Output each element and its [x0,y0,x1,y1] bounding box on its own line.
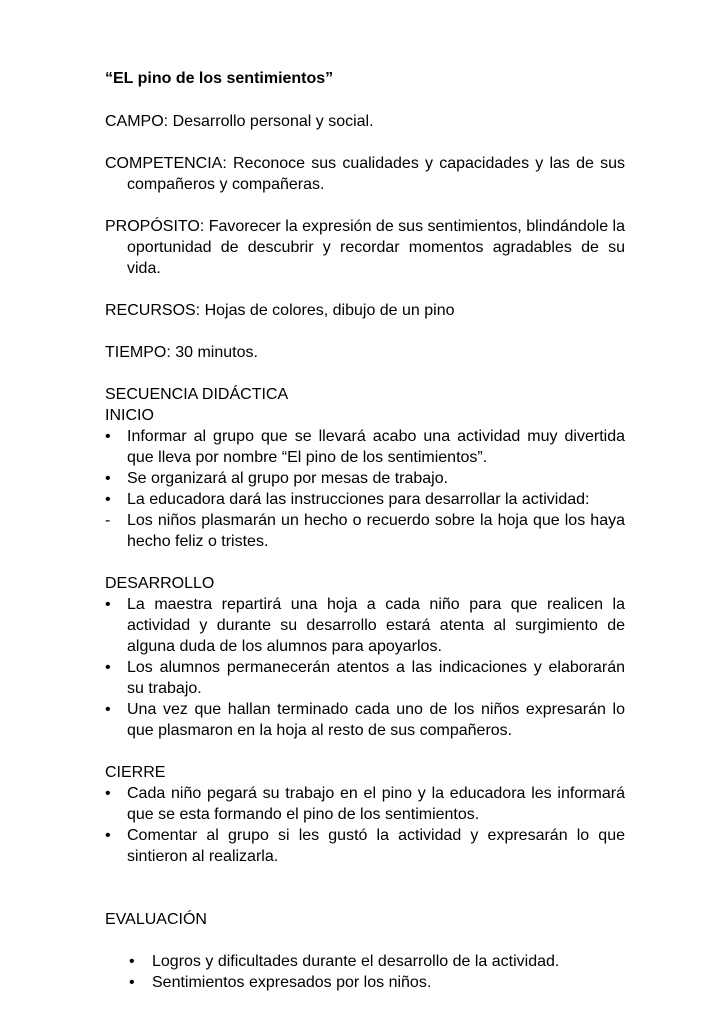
recursos-field: RECURSOS: Hojas de colores, dibujo de un pino [105,302,455,319]
list-item-text: Logros y dificultades durante el desarrollo de la actividad. [152,953,560,970]
bullet-icon: • [129,974,135,991]
bullet-icon: • [129,953,135,970]
evaluacion-heading: EVALUACIÓN [105,911,207,928]
list-item [105,699,625,741]
dash-icon: - [105,512,111,529]
list-item-text: Cada niño pegará su trabajo en el pino y la educadora les informará que se esta formando el pino de los sentimientos. [127,785,625,823]
list-item-text: Se organizará al grupo por mesas de trabajo. [127,470,449,487]
list-item-text: Los niños plasmarán un hecho o recuerdo sobre la hoja que los haya hecho feliz o tristes. [127,512,625,550]
list-item-text: Una vez que hallan terminado cada uno de los niños expresarán lo que plasmaron en la hoja al resto de sus compañeros. [127,701,625,739]
bullet-icon: • [105,596,111,613]
bullet-icon: • [105,428,111,445]
list-item [129,972,625,993]
evaluacion-list [105,951,625,993]
tiempo-field: TIEMPO: 30 minutos. [105,344,258,361]
desarrollo-heading: DESARROLLO [105,575,215,592]
list-item-text: Sentimientos expresados por los niños. [152,974,432,991]
bullet-icon: • [105,659,111,676]
bullet-icon: • [105,785,111,802]
desarrollo-list [105,594,625,741]
bullet-icon: • [105,491,111,508]
cierre-section [105,762,625,867]
list-item [105,510,625,552]
inicio-heading: INICIO [105,407,154,424]
list-item [105,783,625,825]
cierre-list [105,783,625,867]
competencia-field: COMPETENCIA: Reconoce sus cualidades y capacidades y las de sus compañeros y compañeras. [105,155,625,193]
bullet-icon: • [105,827,111,844]
list-item [105,468,625,489]
campo-field: CAMPO: Desarrollo personal y social. [105,113,374,130]
list-item-text: Comentar al grupo si les gustó la actividad y expresarán lo que sintieron al realizarla. [127,827,625,865]
list-item-text: La educadora dará las instrucciones para desarrollar la actividad: [127,491,590,508]
secuencia-section [105,384,625,552]
list-item-text: Los alumnos permanecerán atentos a las indicaciones y elaborarán su trabajo. [127,659,625,697]
inicio-list [105,426,625,552]
list-item-text: Informar al grupo que se llevará acabo una actividad muy divertida que lleva por nombre “El pino de los sentimientos”. [127,428,625,466]
cierre-heading: CIERRE [105,764,166,781]
list-item [129,951,625,972]
document-title: “EL pino de los sentimientos” [105,70,334,87]
list-item [105,825,625,867]
list-item [105,594,625,657]
list-item-text: La maestra repartirá una hoja a cada niño para que realicen la actividad y durante su desarrollo estará atenta al surgimiento de alguna duda de los alumnos para apoyarlos. [127,596,625,655]
secuencia-heading: SECUENCIA DIDÁCTICA [105,386,289,403]
desarrollo-section [105,573,625,741]
document-body [105,68,625,993]
proposito-field: PROPÓSITO: Favorecer la expresión de sus sentimientos, blindándole la oportunidad de descubrir y recordar momentos agradables de su vida. [105,218,625,277]
list-item [105,489,625,510]
bullet-icon: • [105,470,111,487]
bullet-icon: • [105,701,111,718]
list-item [105,657,625,699]
list-item [105,426,625,468]
